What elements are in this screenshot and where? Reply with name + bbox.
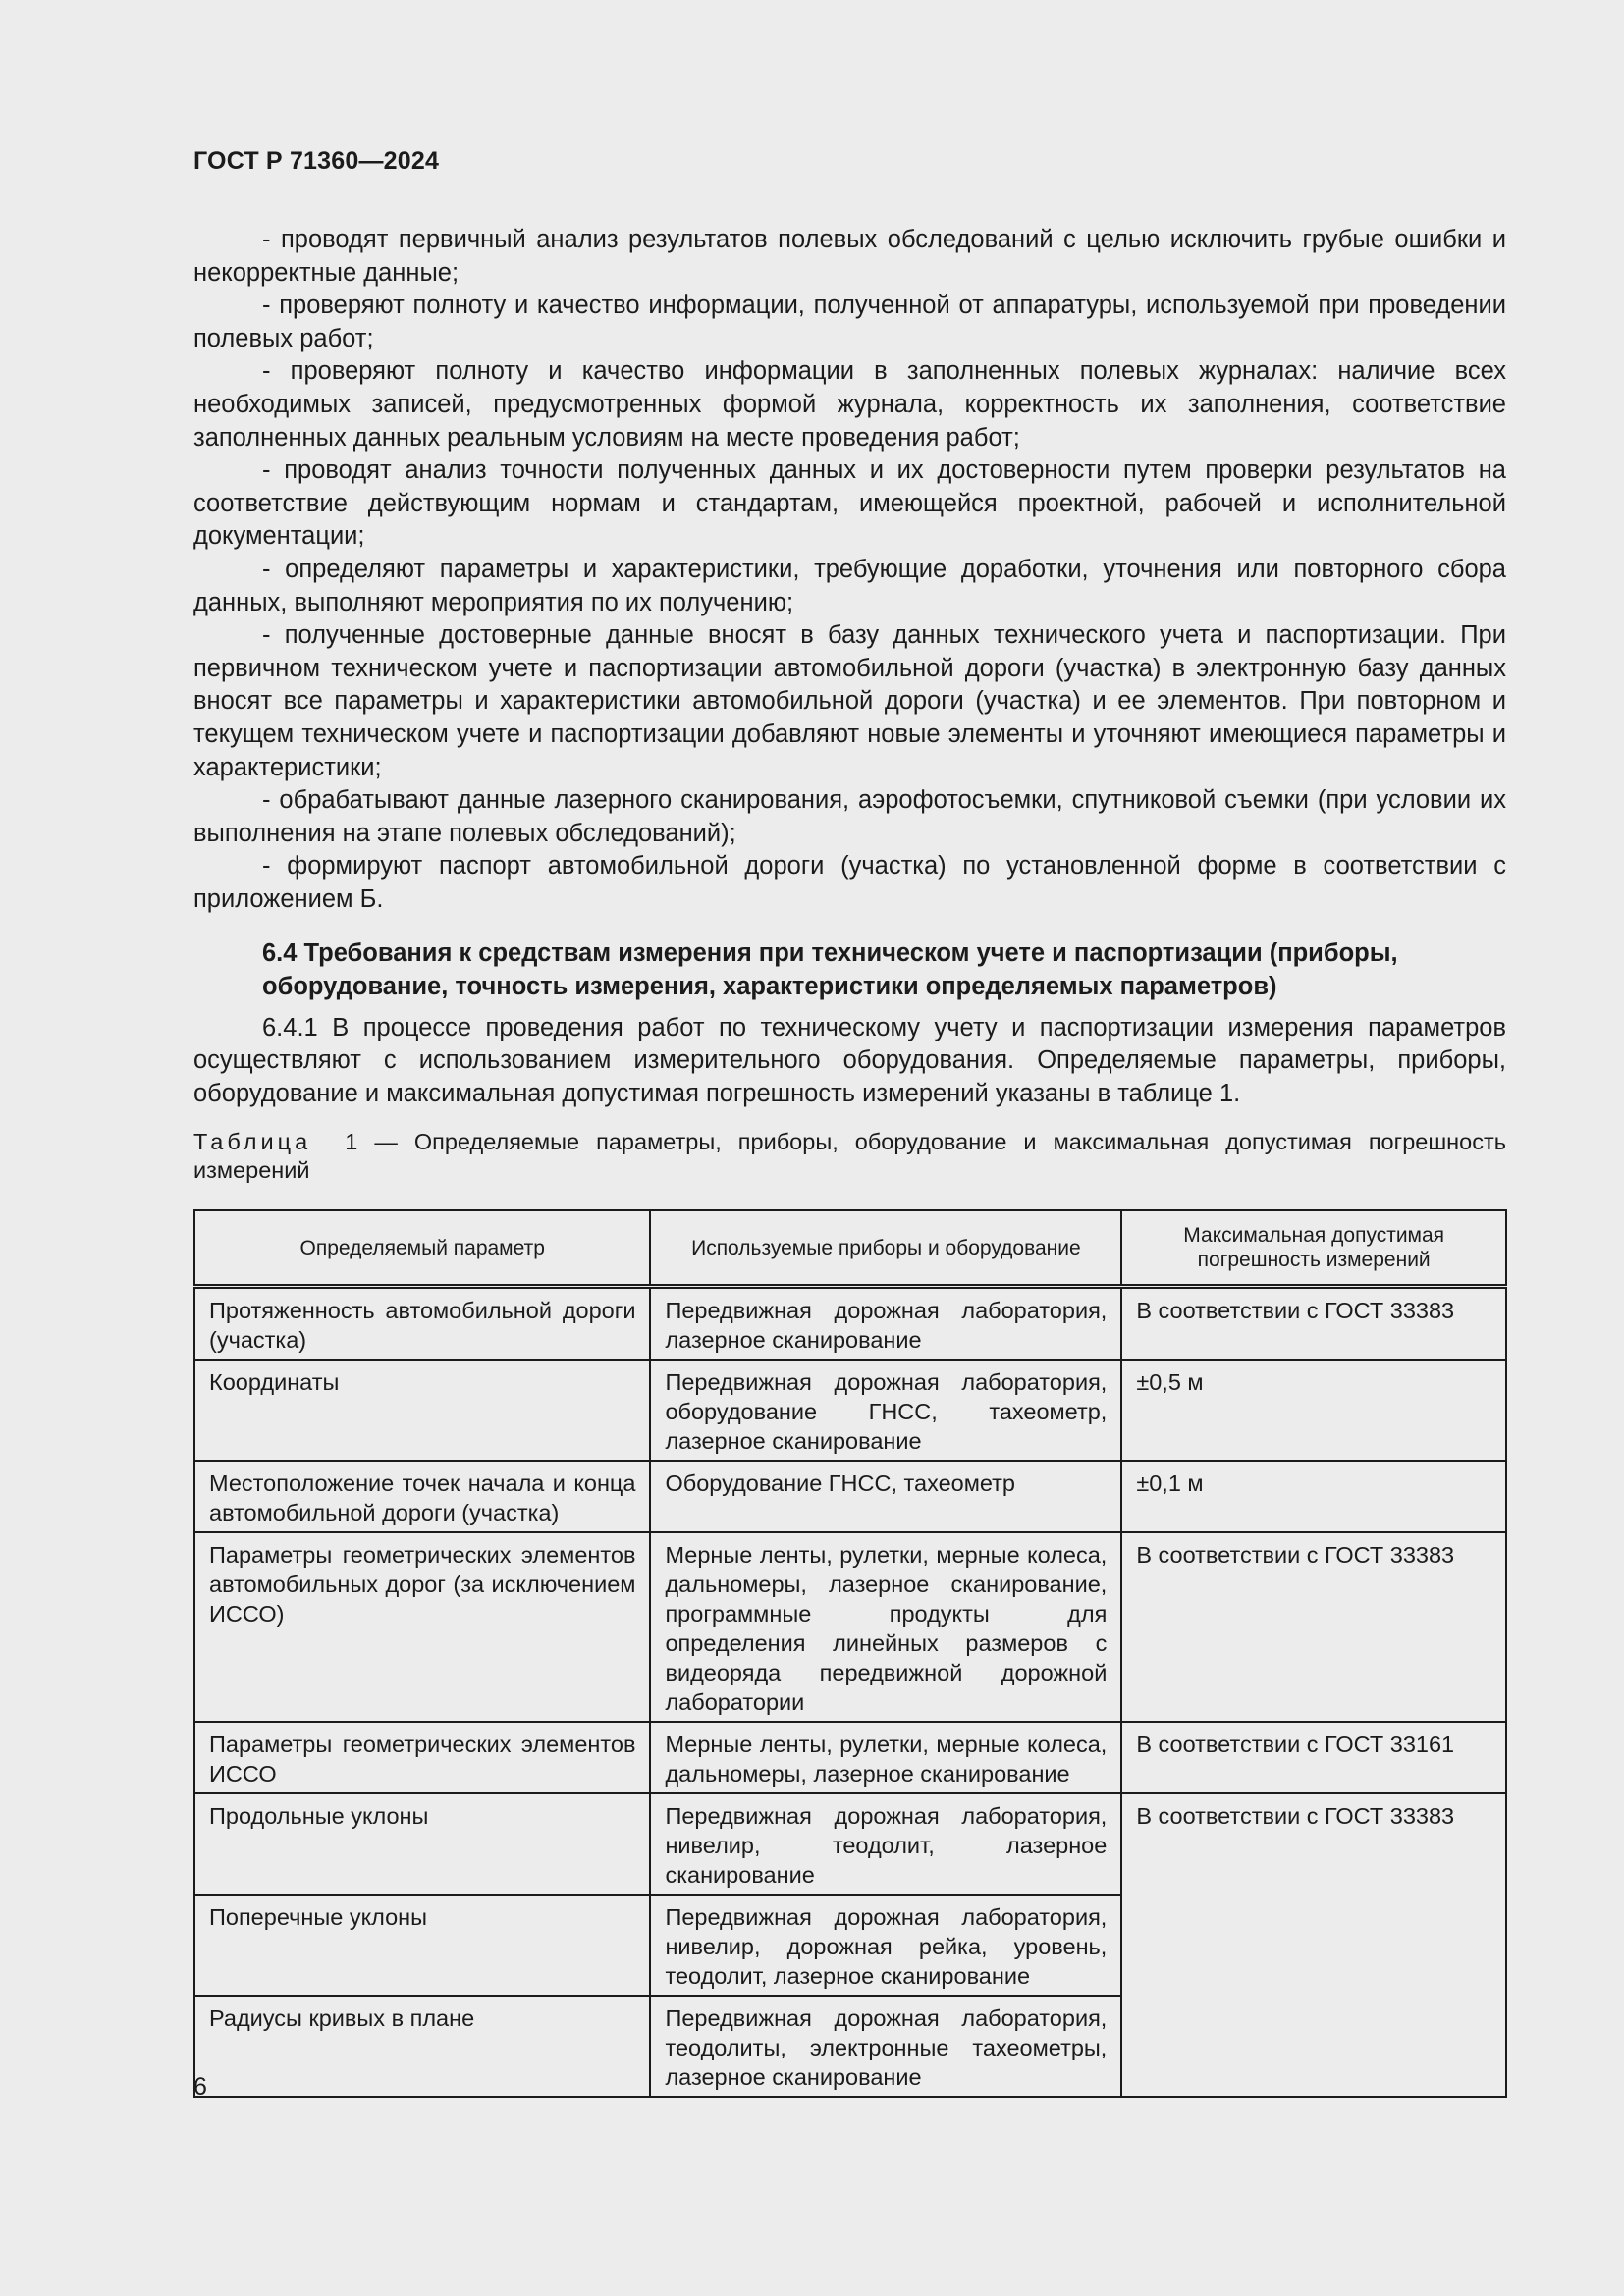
table-caption-label: Таблица	[193, 1129, 312, 1155]
cell-equipment: Передвижная дорожная лаборатория, нивелир, дорожная рейка, уровень, теодолит, лазерное сканирование	[650, 1895, 1121, 1996]
cell-equipment: Передвижная дорожная лаборатория, нивелир, теодолит, лазерное сканирование	[650, 1793, 1121, 1895]
cell-parameter: Радиусы кривых в плане	[194, 1996, 650, 2097]
paragraph: - определяют параметры и характеристики, требующие доработки, уточнения или повторного сбора данных, выполняют мероприятия по их получению;	[193, 555, 1506, 616]
table-caption-text: 1 — Определяемые параметры, приборы, оборудование и максимальная допустимая погрешность измерений	[193, 1129, 1506, 1184]
header-equipment: Используемые приборы и оборудование	[650, 1210, 1121, 1287]
cell-equipment: Мерные ленты, рулетки, мерные колеса, дальномеры, лазерное сканирование, программные продукты для определения линейных размеров с видеоряда передвижной дорожной лаборатории	[650, 1532, 1121, 1722]
section-heading: 6.4 Требования к средствам измерения при техническом учете и паспортизации (приборы, оборудование, точность измерения, характеристики определяемых параметров)	[262, 939, 1398, 1001]
cell-equipment: Передвижная дорожная лаборатория, лазерное сканирование	[650, 1287, 1121, 1361]
cell-parameter: Продольные уклоны	[194, 1793, 650, 1895]
paragraph: - формируют паспорт автомобильной дороги (участка) по установленной форме в соответствии с приложением Б.	[193, 852, 1506, 913]
cell-parameter: Поперечные уклоны	[194, 1895, 650, 1996]
table-row	[194, 1287, 1506, 1361]
body-text	[193, 224, 1506, 1185]
cell-equipment: Передвижная дорожная лаборатория, оборудование ГНСС, тахеометр, лазерное сканирование	[650, 1360, 1121, 1461]
table-row	[194, 1461, 1506, 1532]
cell-equipment: Передвижная дорожная лаборатория, теодолиты, электронные тахеометры, лазерное сканирование	[650, 1996, 1121, 2097]
table-row	[194, 1722, 1506, 1793]
cell-parameter: Местоположение точек начала и конца автомобильной дороги (участка)	[194, 1461, 650, 1532]
cell-accuracy: В соответствии с ГОСТ 33161	[1121, 1722, 1506, 1793]
cell-accuracy: ±0,5 м	[1121, 1360, 1506, 1461]
paragraph: - обрабатывают данные лазерного сканирования, аэрофотосъемки, спутниковой съемки (при условии их выполнения на этапе полевых обследований);	[193, 786, 1506, 847]
paragraph: - проверяют полноту и качество информации в заполненных полевых журналах: наличие всех необходимых записей, предусмотренных формой журнала, корректность их заполнения, соответствие заполненных данных реальным условиям на месте проведения работ;	[193, 357, 1506, 452]
cell-parameter: Координаты	[194, 1360, 650, 1461]
header-accuracy: Максимальная допустимая погрешность измерений	[1121, 1210, 1506, 1287]
cell-accuracy: В соответствии с ГОСТ 33383	[1121, 1532, 1506, 1722]
paragraph: - проводят анализ точности полученных данных и их достоверности путем проверки результатов на соответствие действующим нормам и стандартам, имеющейся проектной, рабочей и исполнительной документации;	[193, 456, 1506, 551]
cell-accuracy: ±0,1 м	[1121, 1461, 1506, 1532]
table-row	[194, 1532, 1506, 1722]
parameters-table	[193, 1209, 1507, 2098]
cell-equipment: Оборудование ГНСС, тахеометр	[650, 1461, 1121, 1532]
table-row	[194, 1793, 1506, 1895]
cell-parameter: Параметры геометрических элементов ИССО	[194, 1722, 650, 1793]
table-row	[194, 1360, 1506, 1461]
header-parameter: Определяемый параметр	[194, 1210, 650, 1287]
cell-parameter: Параметры геометрических элементов автомобильных дорог (за исключением ИССО)	[194, 1532, 650, 1722]
table-header-row	[194, 1210, 1506, 1287]
cell-accuracy-merged: В соответствии с ГОСТ 33383	[1121, 1793, 1506, 2097]
paragraph: - проверяют полноту и качество информации, полученной от аппаратуры, используемой при проведении полевых работ;	[193, 292, 1506, 352]
table-caption	[193, 1128, 1506, 1185]
page-number: 6	[193, 2073, 207, 2101]
document-header: ГОСТ Р 71360—2024	[193, 147, 440, 175]
cell-accuracy: В соответствии с ГОСТ 33383	[1121, 1287, 1506, 1361]
paragraph: - полученные достоверные данные вносят в базу данных технического учета и паспортизации. При первичном техническом учете и паспортизации автомобильной дороги (участка) в электронную базу данных вносят все параметры и характеристики автомобильной дороги (участка) и ее элементов. При повторном и текущем техническом учете и паспортизации добавляют новые элементы и уточняют имеющиеся параметры и характеристики;	[193, 621, 1506, 781]
section-paragraph: 6.4.1 В процессе проведения работ по техническому учету и паспортизации измерения параметров осуществляют с использованием измерительного оборудования. Определяемые параметры, приборы, оборудование и максимальная допустимая погрешность измерений указаны в таблице 1.	[193, 1013, 1506, 1107]
paragraph: - проводят первичный анализ результатов полевых обследований с целью исключить грубые ошибки и некорректные данные;	[193, 226, 1506, 287]
cell-equipment: Мерные ленты, рулетки, мерные колеса, дальномеры, лазерное сканирование	[650, 1722, 1121, 1793]
cell-parameter: Протяженность автомобильной дороги (участка)	[194, 1287, 650, 1361]
